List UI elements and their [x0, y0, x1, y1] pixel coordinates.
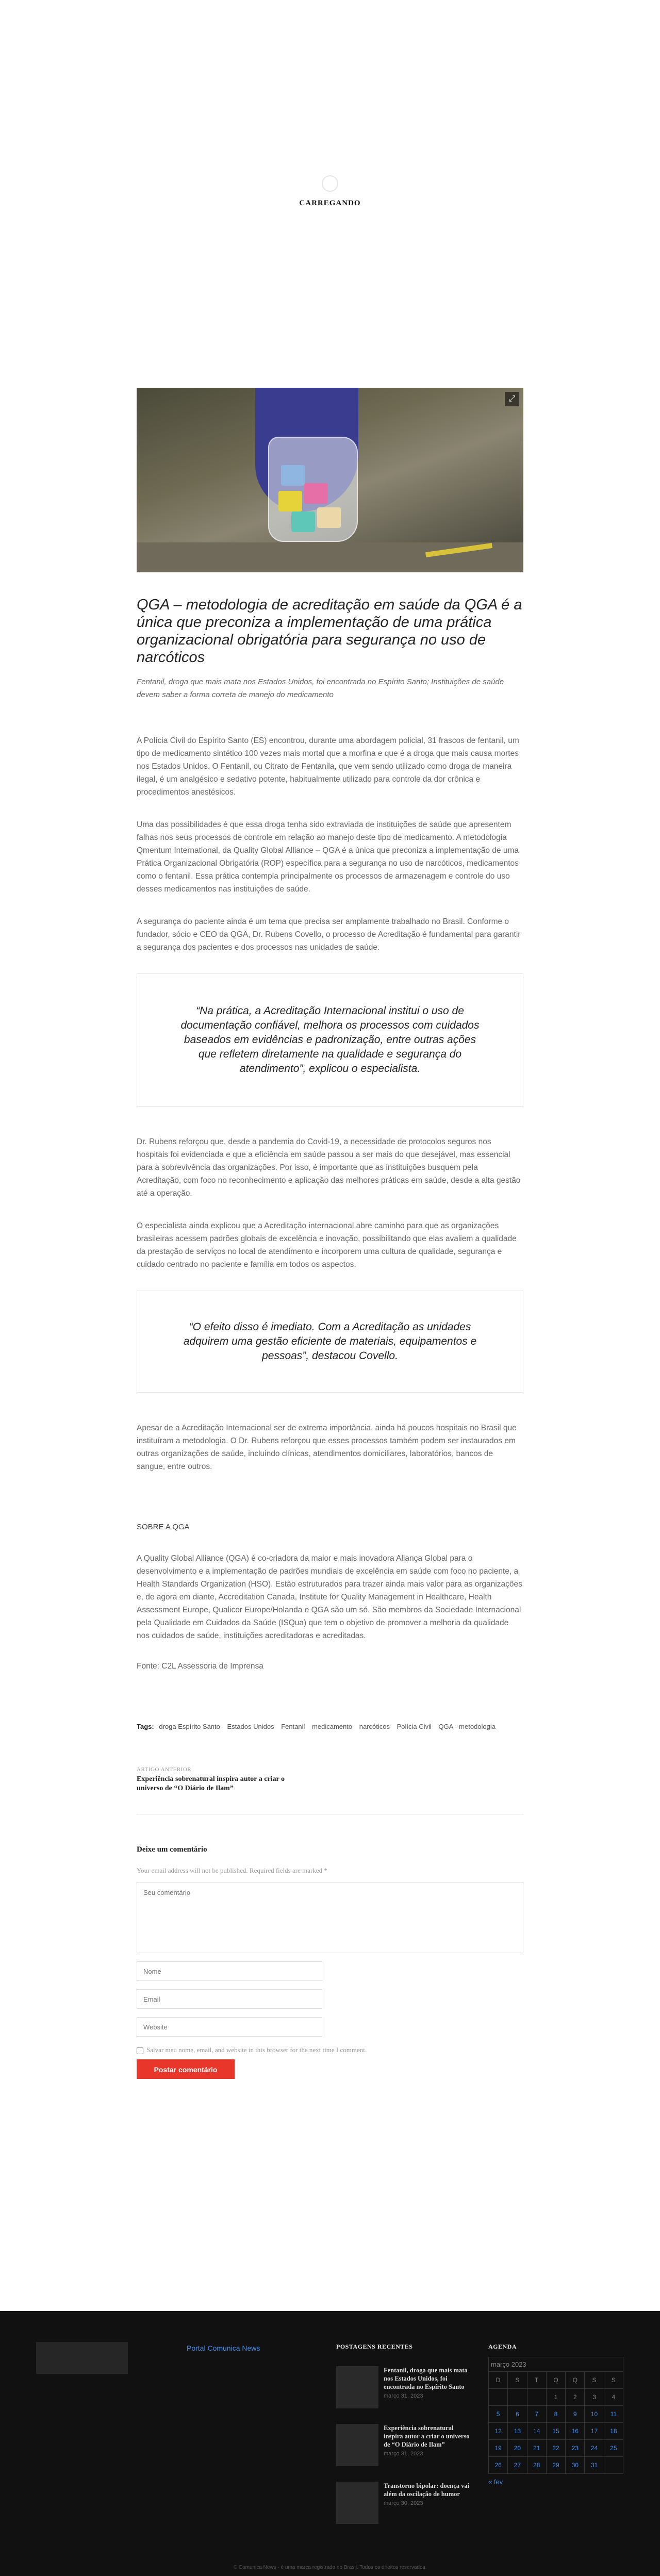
- calendar-day[interactable]: 16: [566, 2423, 585, 2440]
- tag-link[interactable]: Fentanil: [281, 1723, 305, 1730]
- article-subtitle: Fentanil, droga que mais mata nos Estados Unidos, foi encontrada no Espírito Santo; Instituições de saúde devem saber a forma correta de manejo do medicamento: [137, 678, 504, 699]
- calendar-weekdays: [489, 2372, 623, 2389]
- article-paragraph: A Quality Global Alliance (QGA) é co-criadora da maior e mais inovadora Aliança Global para o desenvolvimento e a implementação de padrões mundiais de excelência em saúde com foco no paciente, a Health Standards Organization (HSO). Estão estruturados para trazer ainda mais valor para as organizações e, de agora em diante, Accreditation Canada, Institute for Quality Management in Healthcare, Health Assessment Europe, Qualicor Europe/Holanda e QGA são um só. São membros da Sociedade Internacional pela Qualidade em Cuidados da Saúde (ISQua) que tem o objetivo de promover a melhoria da qualidade nos cuidados de saúde, instituições acreditadoras e acreditadas.: [137, 1554, 522, 1640]
- calendar-day[interactable]: 21: [527, 2440, 546, 2457]
- calendar-month: março 2023: [488, 2357, 623, 2371]
- calendar-day[interactable]: 13: [508, 2423, 527, 2440]
- calendar-day[interactable]: 10: [585, 2406, 604, 2423]
- calendar-weekday: S: [508, 2372, 527, 2389]
- calendar-week: [489, 2406, 623, 2423]
- image-cube: [278, 491, 302, 511]
- image-cube: [317, 507, 341, 528]
- article-source: Fonte: C2L Assessoria de Imprensa: [137, 1662, 263, 1671]
- calendar-week: [489, 2457, 623, 2474]
- recent-post-thumbnail[interactable]: [336, 2366, 378, 2408]
- calendar: [488, 2357, 623, 2474]
- article-paragraph: Dr. Rubens reforçou que, desde a pandemia do Covid-19, a necessidade de protocolos seguros nos hospitais foi evidenciada e que a eficiência em saúde passou a ser mais do que desejável, mas essencial para a sobrevivência das organizações. Por isso, é importante que as instituições busquem pela Acreditação, com foco no reconhecimento e aplicação das melhores práticas em saúde, desde a alta gestão até a operação.: [137, 1137, 521, 1198]
- recent-post-title[interactable]: Experiência sobrenatural inspira autor a criar o universo de “O Diário de Ilam”: [384, 2424, 470, 2448]
- recent-post-title[interactable]: Transtorno bipolar: doença vai além da oscilação de humor: [384, 2482, 470, 2498]
- image-cube: [281, 465, 305, 486]
- calendar-week: [489, 2389, 623, 2406]
- tags-label: Tags:: [137, 1723, 154, 1730]
- comment-note: Your email address will not be published. Required fields are marked *: [137, 1867, 327, 1874]
- recent-post-thumbnail[interactable]: [336, 2482, 378, 2524]
- email-field[interactable]: [137, 1989, 322, 2009]
- calendar-day[interactable]: 19: [489, 2440, 508, 2457]
- calendar-day[interactable]: 4: [604, 2389, 623, 2406]
- footer-site-link[interactable]: Portal Comunica News: [187, 2344, 260, 2352]
- calendar-prev-link[interactable]: « fev: [488, 2478, 503, 2486]
- calendar-day[interactable]: 12: [489, 2423, 508, 2440]
- recent-post-item[interactable]: [336, 2482, 470, 2524]
- calendar-day[interactable]: 25: [604, 2440, 623, 2457]
- calendar-day[interactable]: 11: [604, 2406, 623, 2423]
- calendar-weekday: T: [527, 2372, 546, 2389]
- footer-logo[interactable]: [36, 2342, 128, 2374]
- calendar-day: [489, 2389, 508, 2406]
- section-heading: SOBRE A QGA: [137, 1523, 190, 1531]
- calendar-day[interactable]: 31: [585, 2457, 604, 2474]
- comment-textarea[interactable]: [137, 1882, 523, 1953]
- calendar-day[interactable]: 6: [508, 2406, 527, 2423]
- recent-post-title[interactable]: Fentanil, droga que mais mata nos Estados Unidos, foi encontrada no Espírito Santo: [384, 2367, 468, 2390]
- calendar-day[interactable]: 29: [546, 2457, 565, 2474]
- spinner-icon: [322, 175, 338, 192]
- tag-link[interactable]: medicamento: [312, 1723, 353, 1730]
- copyright: © Comunica News - é uma marca registrada no Brasil. Todos os direitos reservados.: [233, 2565, 427, 2570]
- calendar-day[interactable]: 7: [527, 2406, 546, 2423]
- pull-quote: “Na prática, a Acreditação Internacional institui o uso de documentação confiável, melhora os processos com cuidados baseados em evidências e padronização, entre outras ações que refletem diretamente na qualidade e segurança do atendimento”, explicou o especialista.: [137, 973, 523, 1107]
- calendar-day[interactable]: 22: [546, 2440, 565, 2457]
- tag-link[interactable]: Polícia Civil: [397, 1723, 432, 1730]
- calendar-day[interactable]: 24: [585, 2440, 604, 2457]
- calendar-day[interactable]: 3: [585, 2389, 604, 2406]
- calendar-day: [508, 2389, 527, 2406]
- calendar-week: [489, 2440, 623, 2457]
- article-paragraph: O especialista ainda explicou que a Acreditação internacional abre caminho para que as organizações brasileiras acessem padrões globais de excelência e inovação, possibilitando que elas avaliem a qualidade da prestação de serviços no local de atendimento e incorporem uma cultura de qualidade, segurança e cuidado centrado no paciente e família em todos os aspectos.: [137, 1221, 517, 1269]
- recent-post-item[interactable]: [336, 2424, 470, 2466]
- featured-image: [137, 388, 523, 572]
- calendar-day[interactable]: 26: [489, 2457, 508, 2474]
- save-info-label: Salvar meu nome, email, and website in this browser for the next time I comment.: [146, 2046, 367, 2054]
- recent-post-date: março 31, 2023: [384, 2451, 423, 2457]
- calendar-day[interactable]: 15: [546, 2423, 565, 2440]
- calendar-body: [489, 2389, 623, 2474]
- calendar-day: [604, 2457, 623, 2474]
- calendar-weekday: S: [585, 2372, 604, 2389]
- calendar-day[interactable]: 17: [585, 2423, 604, 2440]
- agenda-heading: AGENDA: [488, 2343, 517, 2350]
- calendar-day[interactable]: 2: [566, 2389, 585, 2406]
- article-paragraph: Uma das possibilidades é que essa droga tenha sido extraviada de instituições de saúde que apresentem falhas nos seus processos de controle em relação ao manejo deste tipo de medicamento. A metodologia Qmentum International, da Quality Global Alliance – QGA é a única que preconiza a implementação de uma Prática Organizacional Obrigatória (ROP) específica para a segurança no uso de narcóticos, medicamentos como o fentanil. Essa prática contempla principalmente os processos de armazenagem e controle do uso desses medicamentos nas instituições de saúde.: [137, 820, 519, 894]
- calendar-day[interactable]: 1: [546, 2389, 565, 2406]
- recent-posts: [336, 2343, 470, 2524]
- recent-post-thumbnail[interactable]: [336, 2424, 378, 2466]
- recent-post-date: março 30, 2023: [384, 2500, 423, 2506]
- calendar-day[interactable]: 18: [604, 2423, 623, 2440]
- tag-list: [137, 1723, 523, 1730]
- calendar-day[interactable]: 20: [508, 2440, 527, 2457]
- tag-link[interactable]: droga: [159, 1723, 176, 1730]
- article: [137, 388, 523, 2079]
- recent-post-date: março 31, 2023: [384, 2393, 423, 2399]
- article-paragraph: A Polícia Civil do Espírito Santo (ES) encontrou, durante uma abordagem policial, 31 frascos de fentanil, um tipo de medicamento sintético 100 vezes mais mortal que a morfina e que é a droga que mais causa mortes nos Estados Unidos. O Fentanil, ou Citrato de Fentanila, que vem sendo utilizado como droga de maneira ilegal, é um analgésico e sedativo potente, habitualmente utilizado para controle da dor crônica e procedimentos anestésicos.: [137, 736, 519, 797]
- previous-article-label: ARTIGO ANTERIOR: [137, 1766, 192, 1773]
- previous-article-link[interactable]: Experiência sobrenatural inspira autor a criar o universo de “O Diário de Ilam”: [137, 1775, 285, 1792]
- calendar-weekday: Q: [546, 2372, 565, 2389]
- calendar-day[interactable]: 5: [489, 2406, 508, 2423]
- tag-link[interactable]: Estados Unidos: [227, 1723, 274, 1730]
- calendar-day: [527, 2389, 546, 2406]
- calendar-week: [489, 2423, 623, 2440]
- recent-posts-heading: POSTAGENS RECENTES: [336, 2343, 413, 2350]
- tag-link[interactable]: QGA - metodologia: [438, 1723, 496, 1730]
- pull-quote: “O efeito disso é imediato. Com a Acreditação as unidades adquirem uma gestão eficiente de materiais, equipamentos e pessoas”, destacou Covello.: [137, 1291, 523, 1393]
- calendar-day[interactable]: 30: [566, 2457, 585, 2474]
- article-paragraph: A segurança do paciente ainda é um tema que precisa ser amplamente trabalhado no Brasil. Conforme o fundador, sócio e CEO da QGA, Dr. Rubens Covello, o processo de Acreditação é fundamental para garantir a segurança dos pacientes e dos processos nas unidades de saúde.: [137, 917, 521, 952]
- tag-link[interactable]: Espírito Santo: [178, 1723, 220, 1730]
- calendar-day[interactable]: 28: [527, 2457, 546, 2474]
- image-cube: [304, 483, 328, 504]
- calendar-day[interactable]: 27: [508, 2457, 527, 2474]
- name-field[interactable]: [137, 1961, 322, 1981]
- calendar-day[interactable]: 9: [566, 2406, 585, 2423]
- calendar-day[interactable]: 14: [527, 2423, 546, 2440]
- article-paragraph: Apesar de a Acreditação Internacional ser de extrema importância, ainda há poucos hospitais no Brasil que instituíram a metodologia. O Dr. Rubens reforçou que esses processos também podem ser instaurados em outras organizações de saúde, incluindo clínicas, atendimentos domiciliares, laboratórios, bancos de sangue, entre outros.: [137, 1424, 517, 1471]
- loading-text: CARREGANDO: [299, 199, 361, 207]
- website-field[interactable]: [137, 2017, 322, 2037]
- recent-post-item[interactable]: [336, 2366, 470, 2408]
- article-title: QGA – metodologia de acreditação em saúde da QGA é a única que preconiza a implementação de uma prática organizacional obrigatória para segurança no uso de narcóticos: [137, 597, 522, 666]
- post-comment-button[interactable]: Postar comentário: [137, 2059, 235, 2079]
- agenda-widget: [488, 2343, 623, 2486]
- comment-heading: Deixe um comentário: [137, 1845, 207, 1854]
- calendar-weekday: S: [604, 2372, 623, 2389]
- calendar-weekday: D: [489, 2372, 508, 2389]
- loading-indicator: [0, 175, 660, 208]
- image-cube: [291, 511, 315, 532]
- calendar-day[interactable]: 23: [566, 2440, 585, 2457]
- save-info-checkbox[interactable]: [137, 2047, 143, 2054]
- footer: [0, 2311, 660, 2576]
- calendar-weekday: Q: [566, 2372, 585, 2389]
- calendar-day[interactable]: 8: [546, 2406, 565, 2423]
- expand-icon[interactable]: ⤢: [505, 392, 519, 406]
- tag-link[interactable]: narcóticos: [359, 1723, 390, 1730]
- save-info-row: [137, 2046, 523, 2054]
